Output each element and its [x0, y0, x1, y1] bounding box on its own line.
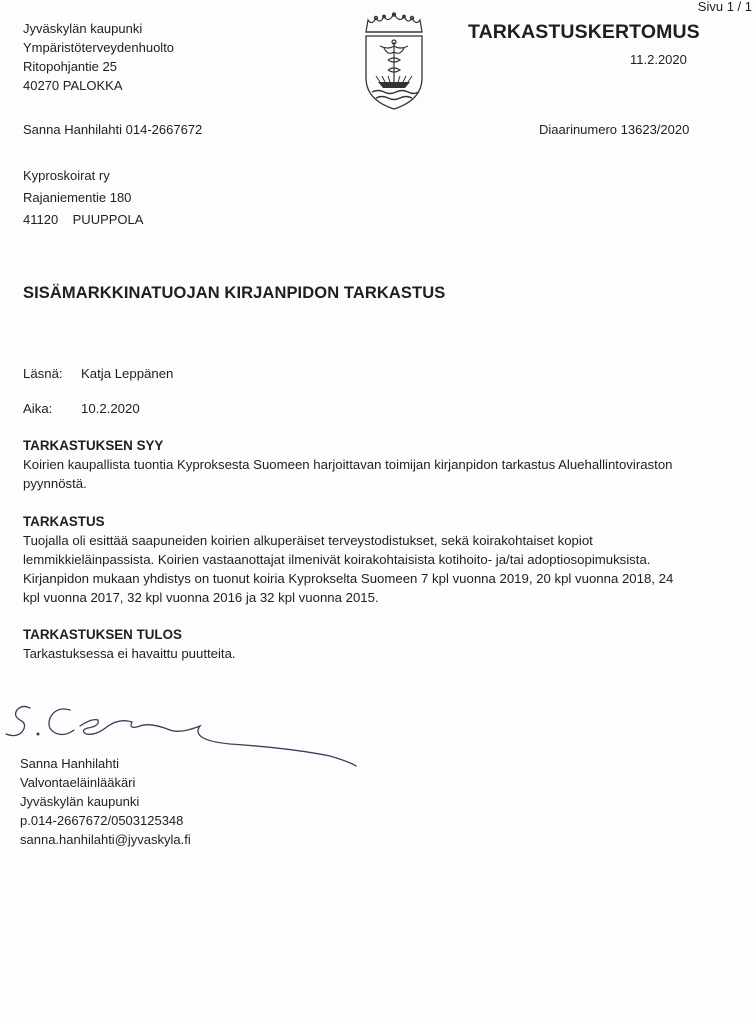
- page-indicator: Sivu 1 / 1: [697, 0, 752, 14]
- section-line: Tarkastuksessa ei havaittu puutteita.: [23, 646, 236, 661]
- signer-email: sanna.hanhilahti@jyvaskyla.fi: [20, 832, 191, 847]
- section-inspection: [23, 512, 748, 607]
- section-line: kpl vuonna 2017, 32 kpl vuonna 2016 ja 32 kpl vuonna 2015.: [23, 590, 379, 605]
- section-heading: TARKASTUKSEN SYY: [23, 438, 164, 453]
- section-heading: TARKASTUS: [23, 514, 105, 529]
- recipient-line: Rajaniementie 180: [23, 190, 132, 205]
- section-heading: TARKASTUKSEN TULOS: [23, 627, 182, 642]
- section-result: [23, 625, 748, 663]
- time-field: [23, 401, 140, 416]
- signer-organization: Jyväskylän kaupunki: [20, 794, 140, 809]
- field-label: Läsnä:: [23, 366, 63, 381]
- sender-line: Ritopohjantie 25: [23, 59, 117, 74]
- page-title: SISÄMARKKINATUOJAN KIRJANPIDON TARKASTUS: [23, 284, 446, 302]
- signer-name: Sanna Hanhilahti: [20, 756, 120, 771]
- section-line: pyynnöstä.: [23, 476, 87, 491]
- document-type: TARKASTUSKERTOMUS: [468, 21, 700, 43]
- document-date: 11.2.2020: [630, 52, 687, 67]
- diary-number: Diaarinumero 13623/2020: [539, 122, 690, 137]
- present-field: [23, 366, 173, 381]
- field-value: Katja Leppänen: [81, 366, 174, 381]
- sender-line: Ympäristöterveydenhuolto: [23, 40, 175, 55]
- sender-line: 40270 PALOKKA: [23, 78, 123, 93]
- signature-block: [20, 754, 191, 849]
- section-line: Tuojalla oli esittää saapuneiden koirien alkuperäiset terveystodistukset, sekä koirakohtaiset kopiot: [23, 533, 593, 548]
- recipient-line: 41120 PUUPPOLA: [23, 212, 144, 227]
- contact-person: Sanna Hanhilahti 014-2667672: [23, 122, 203, 137]
- coat-of-arms-icon: [358, 12, 430, 112]
- field-value: 10.2.2020: [81, 401, 140, 416]
- recipient-address: [23, 165, 143, 231]
- section-line: lemmikkieläinpassista. Koirien vastaanottajat ilmenivät koirakohtaisista kotihoito- ja/tai adoptiosopimuksista.: [23, 552, 651, 567]
- sender-line: Jyväskylän kaupunki: [23, 21, 143, 36]
- section-reason: [23, 436, 748, 493]
- field-label: Aika:: [23, 401, 53, 416]
- signer-phone: p.014-2667672/0503125348: [20, 813, 184, 828]
- signer-title: Valvontaeläinlääkäri: [20, 775, 136, 790]
- recipient-line: Kyproskoirat ry: [23, 168, 110, 183]
- sender-address: [23, 19, 174, 95]
- section-line: Koirien kaupallista tuontia Kyproksesta Suomeen harjoittavan toimijan kirjanpidon tarkastus Aluehallintoviraston: [23, 457, 673, 472]
- section-line: Kirjanpidon mukaan yhdistys on tuonut koiria Kyprokselta Suomeen 7 kpl vuonna 2019, 20 kpl vuonna 2018, 24: [23, 571, 674, 586]
